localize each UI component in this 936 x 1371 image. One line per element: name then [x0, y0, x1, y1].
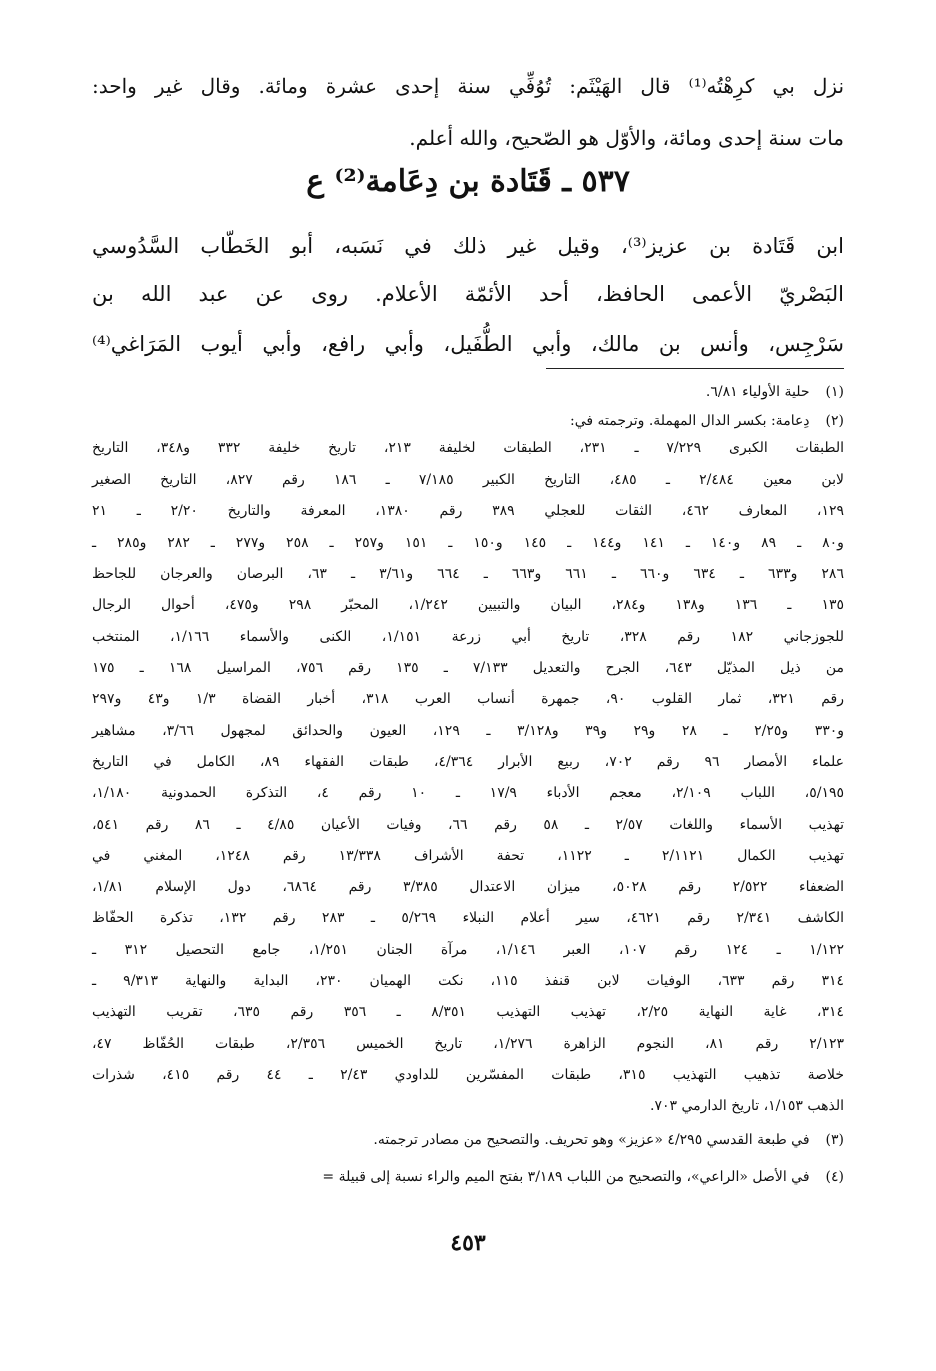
intro-line-1: نزل بي كرِهْتُه⁽¹⁾ قال الهَيْثَم: تُوُفِّي سنة إحدى عشرة ومائة. وقال غير واحد: — [92, 74, 845, 98]
footnote-2-text: دِعامة: بكسر الدال المهملة. وترجمته في: — [569, 413, 810, 429]
footnote-1-marker: (١) — [825, 384, 844, 400]
source-line: رقم ٣٢١، ثمار القلوب ٩٠، جمهرة أنساب العرب ٣١٨، أخبار القضاة ١/٣ و٤٣ و٢٩٧ — [92, 691, 844, 707]
footnote-1-text: حلية الأولياء ٦/٨١. — [705, 384, 810, 400]
body-line-2: البَصْريّ الأعمى الحافظ، أحد الأئمّة الأعلام. روى عن عبد الله بن — [92, 282, 844, 306]
body-line-3: سَرْجِس، وأنس بن مالك، وأبي الطُّفَيل، وأبي رافع، وأبي أيوب المَرَاغي⁽⁴⁾ — [92, 332, 844, 356]
footnote-4 — [92, 1165, 844, 1190]
source-line: لابن معين ٢/٤٨٤ ـ ٤٨٥، التاريخ الكبير ٧/١٨٥ ـ ١٨٦ رقم ٨٢٧، التاريخ الصغير — [92, 472, 844, 488]
source-line: الكاشف ٢/٣٤١ رقم ٤٦٢١، سير أعلام النبلاء ٥/٢٦٩ ـ ٢٨٣ رقم ١٣٢، تذكرة الحفّاظ — [92, 910, 845, 926]
footnote-4-marker: (٤) — [825, 1169, 844, 1185]
footnote-separator — [546, 368, 844, 369]
source-line: و٣٣٠ و٢/٢٥ ـ ٢٨ و٢٩ و٣٩ و٣/١٢٨ ـ ١٢٩، العيون والحدائق لمجهول ٣/٦٦، مشاهير — [92, 723, 845, 739]
footnote-1 — [92, 380, 844, 405]
source-line: ٢٨٦ و٦٣٣ ـ ٦٣٤ و٦٦٠ ـ ٦٦١ و٦٦٣ ـ ٦٦٤ و٣/٦١ ـ ٦٣، البرصان والعرجان للجاحظ — [92, 566, 844, 582]
footnote-3-marker: (٣) — [825, 1132, 844, 1148]
source-line: تهذيب الأسماء واللغات ٢/٥٧ ـ ٥٨ رقم ٦٦، وفيات الأعيان ٤/٨٥ ـ ٨٦ رقم ٥٤١، — [92, 817, 844, 833]
entry-heading: ٥٣٧ ـ قَتَادة بن دِعَامة⁽²⁾ ع — [306, 164, 630, 199]
source-line: الطبقات الكبرى ٧/٢٢٩ ـ ٢٣١، الطبقات لخليفة ٢١٣، تاريخ خليفة ٣٣٢ و٣٤٨، التاريخ — [92, 440, 845, 456]
source-line: ٥/١٩٥، اللباب ٢/١٠٩، معجم الأدباء ١٧/٩ ـ ١٠ رقم ٤، التذكرة الحمدونية ١/١٨٠، — [92, 785, 844, 801]
footnote-4-text: في الأصل «الراعي»، والتصحيح من اللباب ٣/١٨٩ بفتح الميم والراء نسبة إلى قبيلة = — [322, 1169, 810, 1185]
source-line: من ذيل المذيّل ٦٤٣، الجرح والتعديل ٧/١٣٣ ـ ١٣٥ رقم ٧٥٦، المراسيل ١٦٨ ـ ١٧٥ — [92, 660, 844, 676]
source-line: ١٢٩، المعارف ٤٦٢، الثقات للعجلي ٣٨٩ رقم ١٣٨٠، المعرفة والتاريخ ٢/٢٠ ـ ٢١ — [92, 503, 844, 519]
source-line: ١٣٥ ـ ١٣٦ و١٣٨ و٢٨٤، البيان والتبيين ١/٢٤٢، المحبّر ٢٩٨ و٤٧٥، أحوال الرجال — [92, 597, 844, 613]
footnote-2-marker: (٢) — [825, 413, 844, 429]
footnote-3-text: في طبعة القدسي ٤/٢٩٥ «عزيز» وهو تحريف. والتصحيح من مصادر ترجمته. — [373, 1132, 810, 1148]
source-line: ٣١٤، غاية النهاية ٢/٢٥، تهذيب التهذيب ٨/٣٥١ ـ ٣٥٦ رقم ٦٣٥، تقريب التهذيب — [92, 1004, 845, 1020]
source-line: تهذيب الكمال ٢/١١٢١ ـ ١١٢٢، تحفة الأشراف ١٣/٣٣٨ رقم ١٢٤٨، المغني في — [92, 848, 844, 864]
page-number: ٤٥٣ — [450, 1230, 486, 1256]
source-line: خلاصة تذهيب التهذيب ٣١٥، طبقات المفسّرين للداودي ٢/٤٣ ـ ٤٤ رقم ٤١٥، شذرات — [92, 1067, 844, 1083]
intro-line-2: مات سنة إحدى ومائة، والأوّل هو الصّحيح، والله أعلم. — [409, 126, 844, 150]
source-line: للجوزجاني ١٨٢ رقم ٣٢٨، تاريخ أبي زرعة ١/١٥١، الكنى والأسماء ١/١٦٦، المنتخب — [92, 629, 845, 645]
source-line: ٣١٤ رقم ٦٣٣، الوفيات لابن قنفذ ١١٥، نكت الهميان ٢٣٠، البداية والنهاية ٩/٣١٣ ـ — [92, 973, 845, 989]
source-line: ٢/١٢٣ رقم ٨١، النجوم الزاهرة ١/٢٧٦، تاريخ الخميس ٢/٣٥٦، طبقات الحُفّاظ ٤٧، — [92, 1036, 844, 1052]
footnote-2 — [92, 409, 844, 434]
footnote-3 — [92, 1128, 844, 1153]
source-line: علماء الأمصار ٩٦ رقم ٧٠٢، ربيع الأبرار ٤/٣٦٤، طبقات الفقهاء ٨٩، الكامل في التاريخ — [92, 754, 844, 770]
body-line-1: ابن قَتَادة بن عزيز⁽³⁾، وقيل غير ذلك في نَسَبه، أبو الخَطّاب السَّدُوسي — [92, 234, 844, 258]
source-line: الذهب ١/١٥٣، تاريخ الدارمي ٧٠٣. — [650, 1098, 844, 1114]
source-line: ١/١٢٢ ـ ١٢٤ رقم ١٠٧، العبر ١/١٤٦، مرآة الجنان ١/٢٥١، جامع التحصيل ٣١٢ ـ — [92, 942, 844, 958]
source-line: الضعفاء ٢/٥٢٢ رقم ٥٠٢٨، ميزان الاعتدال ٣/٣٨٥ رقم ٦٨٦٤، دول الإسلام ١/٨١، — [92, 879, 844, 895]
source-line: و٨٠ ـ ٨٩ و١٤٠ ـ ١٤١ و١٤٤ ـ ١٤٥ و١٥٠ ـ ١٥١ و٢٥٧ ـ ٢٥٨ و٢٧٧ ـ ٢٨٢ و٢٨٥ ـ — [92, 535, 844, 551]
